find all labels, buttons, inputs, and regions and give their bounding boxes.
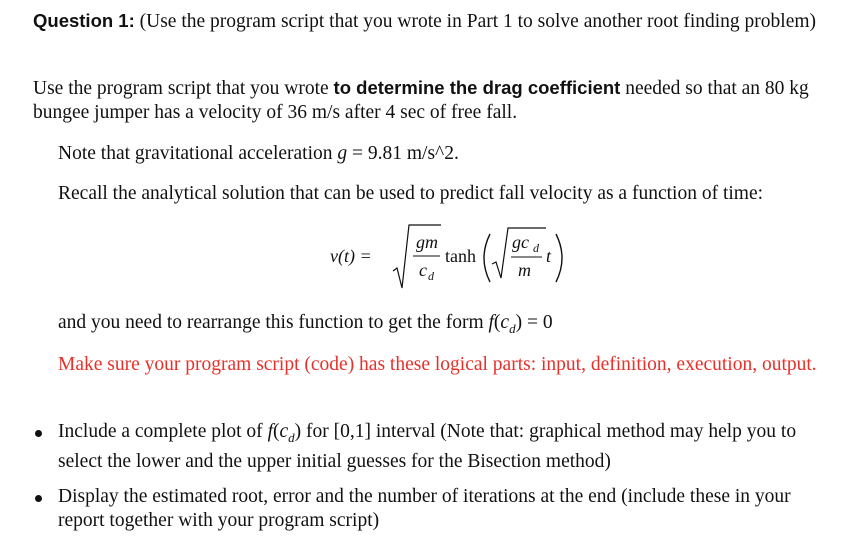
formula-t: t xyxy=(546,246,552,266)
paren-close xyxy=(556,234,562,282)
rearrange-open: ( xyxy=(493,312,501,333)
frac1-den-sub: d xyxy=(428,269,434,283)
paren-open xyxy=(484,234,490,282)
rearrange-func: f xyxy=(488,312,494,333)
gravity-note xyxy=(58,142,459,166)
frac2-num-sub: d xyxy=(533,241,539,255)
velocity-formula xyxy=(330,222,610,294)
rearrange-text xyxy=(58,311,553,341)
intro-paragraph xyxy=(33,76,833,125)
bullet1-func: f xyxy=(267,421,273,442)
bullet1-after: ) for [0,1] interval (Note that: graphical method may help you to select the lower and the upper initial guesses for the Bisection method) xyxy=(58,421,797,472)
question-label: Question 1: xyxy=(33,10,135,31)
note-var: g xyxy=(337,143,348,164)
recall-text: Recall the analytical solution that can be used to predict fall velocity as a function of time: xyxy=(58,183,764,204)
rearrange-var: c xyxy=(500,312,510,333)
frac2-denominator: m xyxy=(518,260,531,280)
bullet-dot-1 xyxy=(35,430,42,437)
question-title-text: (Use the program script that you wrote in Part 1 to solve another root finding problem) xyxy=(134,11,817,32)
bullet1-var: c xyxy=(279,421,289,442)
frac1-numerator: gm xyxy=(416,232,438,252)
bullet1-sub: d xyxy=(288,429,295,445)
frac2-numerator: gc xyxy=(512,232,529,252)
bullet-plot xyxy=(58,420,838,474)
bullet-dot-2 xyxy=(35,495,42,502)
formula-tanh: tanh xyxy=(445,246,476,266)
intro-after: needed so that an 80 kg bungee jumper has a velocity of 36 m/s after 4 sec of free fall. xyxy=(33,78,809,123)
rearrange-sub: d xyxy=(509,320,516,336)
rearrange-close: ) = 0 xyxy=(515,312,553,333)
frac1-denominator: c xyxy=(419,260,427,280)
note-before: Note that gravitational acceleration xyxy=(58,143,338,164)
question-title xyxy=(33,9,833,34)
intro-emphasis: to determine the drag coefficient xyxy=(333,77,621,98)
bullet1-open: ( xyxy=(272,421,280,442)
logical-parts-reminder: Make sure your program script (code) has these logical parts: input, definition, execution, output. xyxy=(58,354,817,375)
bullet1-before: Include a complete plot of xyxy=(58,421,268,442)
note-after: = 9.81 m/s^2. xyxy=(347,143,459,164)
intro-before: Use the program script that you wrote xyxy=(33,78,334,99)
bullet-display: Display the estimated root, error and the number of iterations at the end (include these in your report together with your program script) xyxy=(58,486,791,531)
formula-lhs: v(t) = xyxy=(330,246,372,266)
rearrange-before: and you need to rearrange this function to get the form xyxy=(58,312,489,333)
